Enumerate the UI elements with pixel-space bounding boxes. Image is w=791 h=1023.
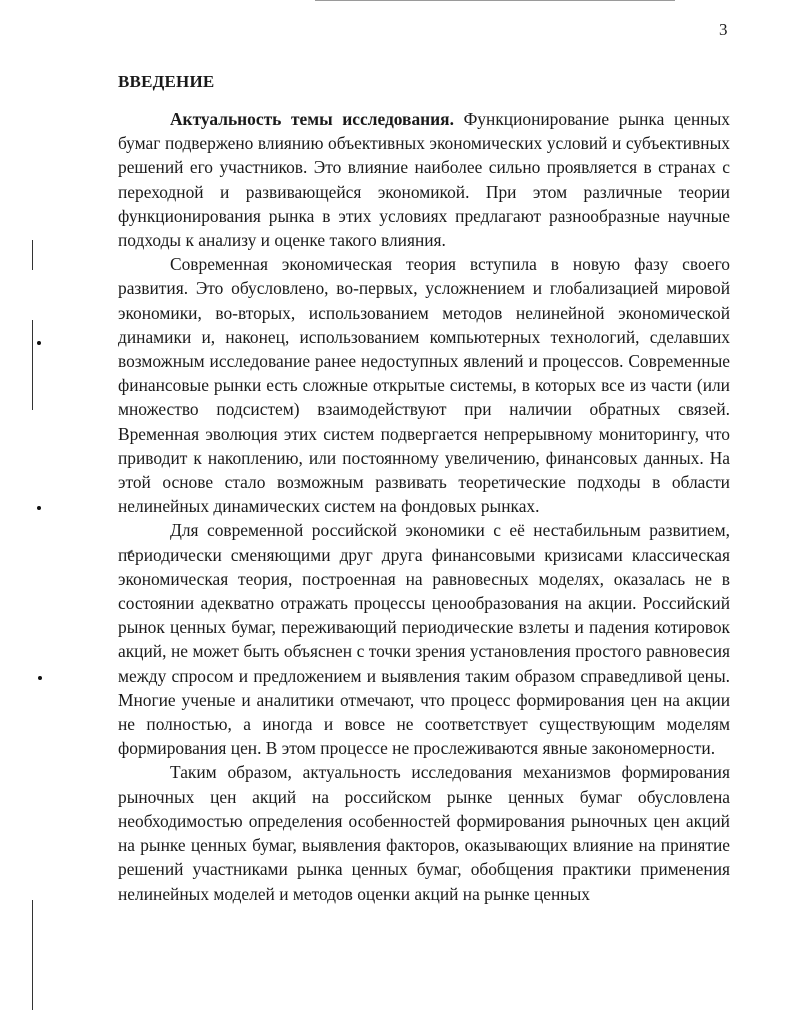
scan-margin-line-bottom xyxy=(32,900,33,1010)
paragraph-lead: Актуальность темы исследования. xyxy=(170,109,454,129)
paragraph-relevance xyxy=(118,107,730,252)
scan-dot-2 xyxy=(37,506,41,510)
top-border-rule xyxy=(315,0,675,1)
paragraph-russian-economy xyxy=(118,518,730,760)
paragraph-text: Функционирование рынка ценных бумаг подвержено влиянию объективных экономических условий и субъективных решений его участников. Это влияние наиболее сильно проявляется в странах с переходной и развивающейся экономикой. При этом различные теории функционирования рынка в этих условиях предлагают разнообразные научные подходы к анализу и оценке такого влияния. xyxy=(118,109,730,251)
scan-margin-line-top xyxy=(32,240,33,270)
scan-dot-3 xyxy=(38,676,42,680)
paragraph-modern-theory xyxy=(118,252,730,518)
paragraph-text: Для современной российской экономики с её нестабильным развитием, периодически сменяющими друг друга финансовыми кризисами классическая экономическая теория, построенная на равновесных моделях, оказалась не в состоянии адекватно отражать процессы ценообразования на акции. Российский рынок ценных бумаг, переживающий периодические взлеты и падения котировок акций, не может быть объяснен с точки зрения установления простого равновесия между спросом и предложением и выявления таким образом справедливой цены. Многие ученые и аналитики отмечают, что процесс формирования цен на акции не полностью, а иногда и вовсе не соответствует существующим моделям формирования цен. В этом процессе не прослеживаются явные закономерности. xyxy=(118,520,730,759)
paragraph-conclusion xyxy=(118,760,730,905)
section-heading: ВВЕДЕНИЕ xyxy=(118,72,215,91)
page-number: 3 xyxy=(719,20,728,39)
body-text xyxy=(118,107,730,906)
paragraph-text: Таким образом, актуальность исследования механизмов формирования рыночных цен акций на российском рынке ценных бумаг обусловлена необходимостью определения особенностей формирования рыночных цен акций на рынке ценных бумаг, выявления факторов, оказывающих влияние на принятие решений участниками рынка ценных бумаг, обобщения практики применения нелинейных моделей и методов оценки акций на рынке ценных xyxy=(118,762,730,904)
paragraph-text: Современная экономическая теория вступила в новую фазу своего развития. Это обусловлено, во-первых, усложнением и глобализацией мировой экономики, во-вторых, использованием методов нелинейной экономической динамики и, наконец, использованием компьютерных технологий, сделавших возможным исследование ранее недоступных явлений и процессов. Современные финансовые рынки есть сложные открытые системы, в которых все из части (или множество подсистем) взаимодействуют при наличии обратных связей. Временная эволюция этих систем подвергается непрерывному мониторингу, что приводит к накоплению, или постоянному увеличению, финансовых данных. На этой основе стало возможным развивать теоретические подходы в области нелинейных динамических систем на фондовых рынках. xyxy=(118,254,730,517)
scan-dot-1 xyxy=(37,341,41,345)
scan-margin-line-middle xyxy=(32,320,33,410)
